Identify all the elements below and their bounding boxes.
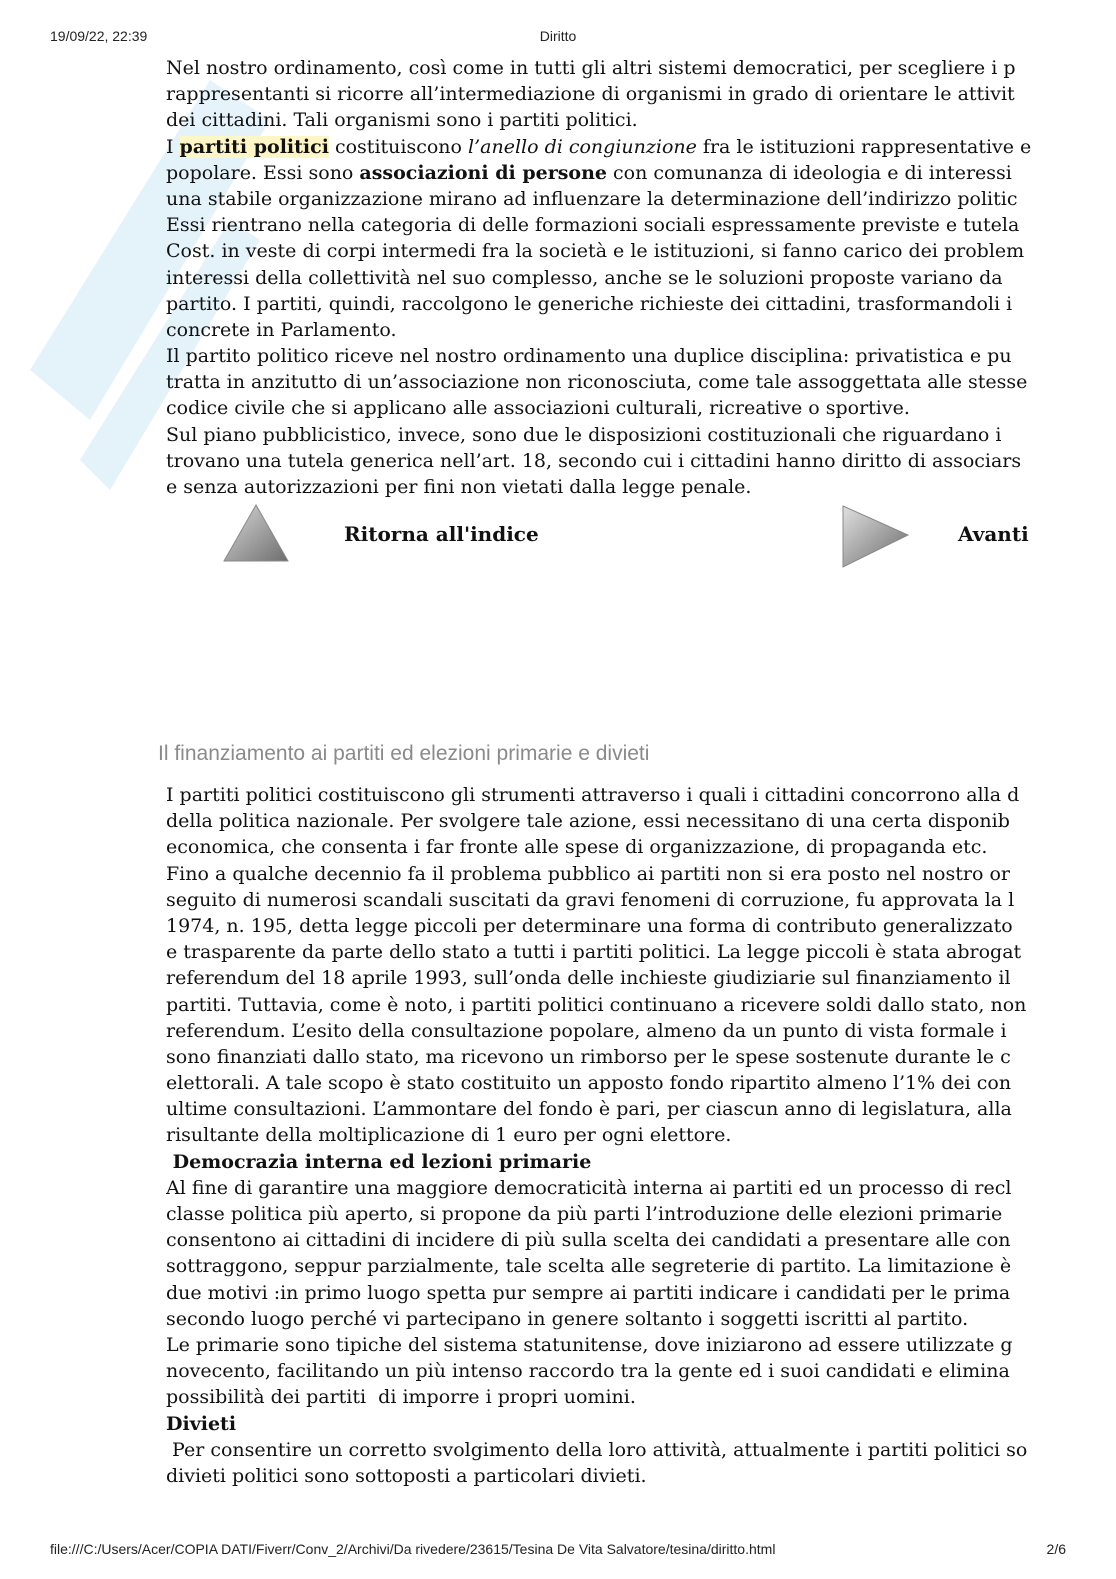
text-line: I partiti politici costituiscono gli strumenti attraverso i quali i cittadini concorrono alla d	[166, 784, 1020, 806]
text-line: sono finanziati dallo stato, ma ricevono un rimborso per le spese sostenute durante le c	[166, 1045, 1011, 1068]
text-line: trovano una tutela generica nell’art. 18, secondo cui i cittadini hanno diritto di associars	[166, 449, 1022, 472]
text-line: 1974, n. 195, detta legge piccoli per determinare una forma di contributo generalizzato	[166, 914, 1013, 937]
text-line: partiti. Tuttavia, come è noto, i partiti politici continuano a ricevere soldi dallo stato, non	[166, 993, 1027, 1016]
text-line: Essi rientrano nella categoria di delle formazioni sociali espressamente previste e tutela	[166, 214, 1020, 237]
text-line: Per consentire un corretto svolgimento della loro attività, attualmente i partiti politici so	[166, 1438, 1028, 1461]
print-title: Diritto	[539, 28, 577, 44]
text-line: Nel nostro ordinamento, così come in tutti gli altri sistemi democratici, per scegliere i p	[166, 57, 1016, 79]
up-arrow-icon[interactable]	[222, 503, 292, 573]
subheading-divieti: Divieti	[166, 1412, 237, 1435]
text-line: risultante della moltiplicazione di 1 euro per ogni elettore.	[166, 1124, 732, 1147]
text-line: una stabile organizzazione mirano ad influenzare la determinazione dell’indirizzo politic	[166, 187, 1018, 210]
print-header	[0, 28, 1116, 48]
text-line: seguito di numerosi scandali suscitati da gravi fenomeni di corruzione, fu approvata la l	[166, 888, 1015, 911]
text-line: Fino a qualche decennio fa il problema pubblico ai partiti non si era posto nel nostro or	[166, 862, 1010, 885]
text-line: Sul piano pubblicistico, invece, sono due le disposizioni costituzionali che riguardano i	[166, 423, 1002, 446]
next-link[interactable]: Avanti	[958, 522, 1029, 546]
back-to-index-link[interactable]: Ritorna all'indice	[344, 522, 539, 546]
text-line: rappresentanti si ricorre all’intermediazione di organismi in grado di orientare le attivit	[166, 83, 1015, 106]
text-line: della politica nazionale. Per svolgere tale azione, essi necessitano di una certa disponib	[166, 810, 1010, 833]
text-line: secondo luogo perché vi partecipano in genere soltanto i soggetti iscritti al partito.	[166, 1307, 969, 1330]
term-anello-congiunzione: l’anello di congiunzione	[468, 135, 697, 158]
text-line: divieti politici sono sottoposti a particolari divieti.	[166, 1464, 647, 1487]
text-line: ultime consultazioni. L’ammontare del fondo è pari, per ciascun anno di legislatura, alla	[166, 1098, 1012, 1121]
page-number: 2/6	[1046, 1541, 1066, 1557]
text-line: partito. I partiti, quindi, raccolgono le generiche richieste dei cittadini, trasformandoli i	[166, 292, 1013, 315]
text-line: interessi della collettività nel suo complesso, anche se le soluzioni proposte variano da	[166, 266, 1003, 289]
print-datetime: 19/09/22, 22:39	[50, 28, 148, 44]
text-line: Cost. in veste di corpi intermedi fra la società e le istituzioni, si fanno carico dei problem	[166, 240, 1025, 263]
subheading-democrazia: Democrazia interna ed lezioni primarie	[166, 1150, 592, 1173]
text-line: consentono ai cittadini di incidere di più sulla scelta dei candidati a presentare alle con	[166, 1229, 1011, 1252]
text-line: popolare. Essi sono associazioni di persone con comunanza di ideologia e di interessi	[166, 161, 1012, 184]
text-line: economica, che consenta i far fronte alle spese di organizzazione, di propaganda etc.	[166, 836, 988, 859]
next-arrow-icon[interactable]	[840, 503, 910, 573]
intro-paragraphs	[166, 55, 1058, 500]
print-footer	[0, 1541, 1116, 1561]
text-line: codice civile che si applicano alle associazioni culturali, ricreative o sportive.	[166, 397, 910, 420]
text-line: I partiti politici costituiscono l’anello di congiunzione fra le istituzioni rappresentative e	[166, 135, 1032, 158]
text-line: e senza autorizzazioni per fini non vietati dalla legge penale.	[166, 476, 752, 498]
text-line: tratta in anzitutto di un’associazione non riconosciuta, come tale assoggettata alle stesse	[166, 371, 1028, 394]
section-title: Il finanziamento ai partiti ed elezioni primarie e divieti	[158, 742, 650, 765]
text-line: sottraggono, seppur parzialmente, tale scelta alle segreterie di partito. La limitazione è	[166, 1255, 1012, 1278]
text-line: referendum del 18 aprile 1993, sull’onda delle inchieste giudiziarie sul finanziamento il	[166, 967, 1011, 990]
text-line: possibilità dei partiti di imporre i propri uomini.	[166, 1386, 636, 1409]
text-line: Le primarie sono tipiche del sistema statunitense, dove iniziarono ad essere utilizzate g	[166, 1333, 1013, 1356]
term-associazioni-persone: associazioni di persone	[359, 161, 607, 184]
text-line: elettorali. A tale scopo è stato costituito un apposto fondo ripartito almeno l’1% dei con	[166, 1072, 1012, 1095]
text-line: Al fine di garantire una maggiore democraticità interna ai partiti ed un processo di recl	[166, 1176, 1012, 1199]
text-line: due motivi :in primo luogo spetta pur sempre ai partiti indicare i candidati per le prima	[166, 1281, 1011, 1304]
file-path: file:///C:/Users/Acer/COPIA DATI/Fiverr/Conv_2/Archivi/Da rivedere/23615/Tesina De Vita Salvatore/tesina/diritto.html	[50, 1541, 776, 1557]
text-line: Il partito politico riceve nel nostro ordinamento una duplice disciplina: privatistica e pu	[166, 345, 1012, 368]
text-line: novecento, facilitando un più intenso raccordo tra la gente ed i suoi candidati e elimina	[166, 1360, 1010, 1383]
text-line: e trasparente da parte dello stato a tutti i partiti politici. La legge piccoli è stata abrogat	[166, 941, 1022, 964]
text-line: concrete in Parlamento.	[166, 318, 397, 341]
text-line: referendum. L’esito della consultazione popolare, almeno da un punto di vista formale i	[166, 1019, 1007, 1042]
financing-paragraphs	[166, 782, 1058, 1489]
term-partiti-politici: partiti politici	[179, 135, 329, 158]
text-line: dei cittadini. Tali organismi sono i partiti politici.	[166, 109, 638, 132]
text-line: classe politica più aperto, si propone da più parti l’introduzione delle elezioni primarie	[166, 1203, 1003, 1225]
